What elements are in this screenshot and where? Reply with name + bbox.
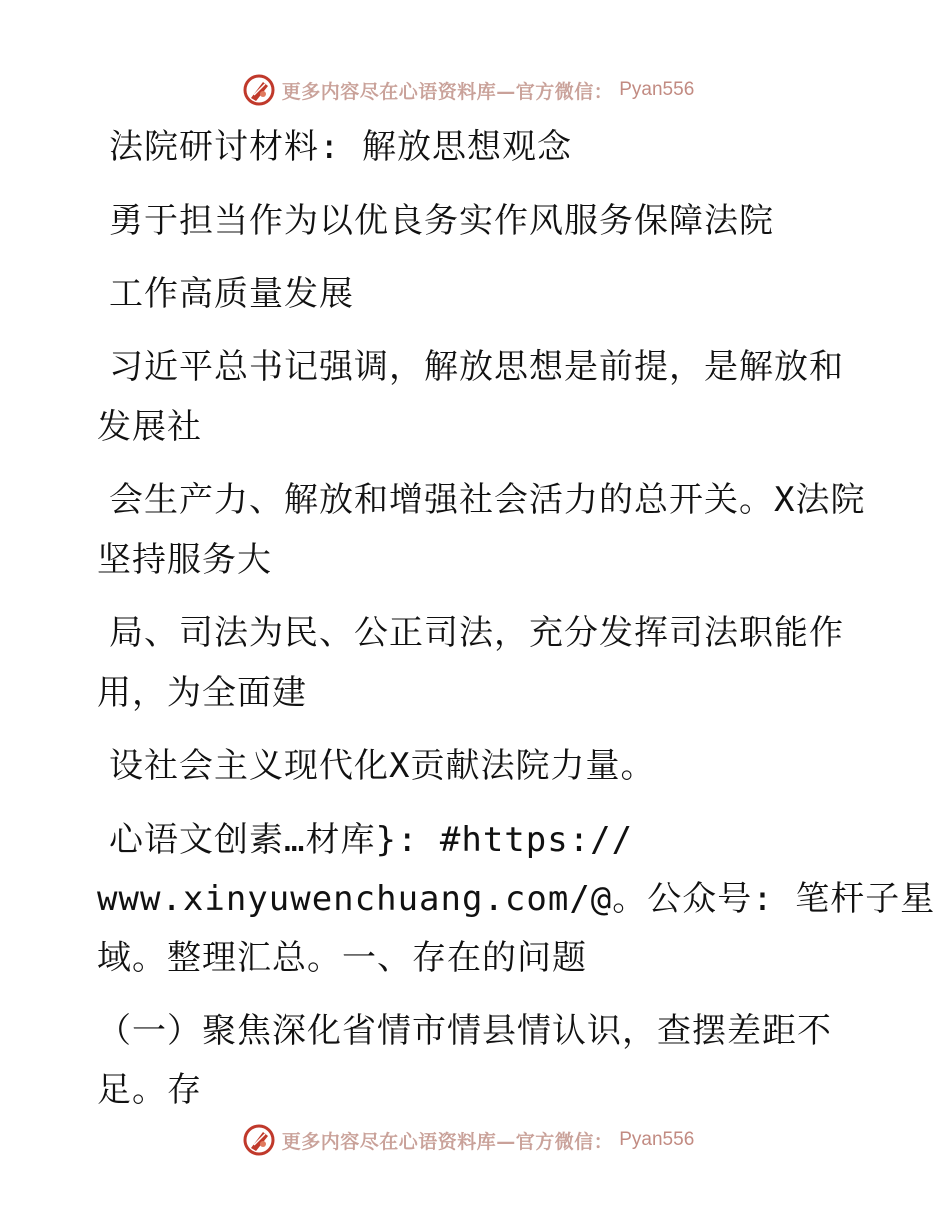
header-watermark	[0, 70, 950, 110]
body-line: 足。存	[97, 1070, 202, 1110]
watermark-wechat-id: Pyan556	[619, 79, 695, 100]
body-line: 习近平总书记强调，解放思想是前提，是解放和	[109, 347, 844, 387]
pen-nib-seal-icon	[242, 1123, 276, 1157]
pen-nib-seal-icon	[242, 73, 276, 107]
title-line-2: 勇于担当作为以优良务实作风服务保障法院	[109, 201, 774, 241]
footer-watermark	[0, 1120, 950, 1160]
body-line: 设社会主义现代化X贡献法院力量。	[109, 746, 656, 786]
body-line: 局、司法为民、公正司法，充分发挥司法职能作	[109, 613, 844, 653]
body-line: 发展社	[97, 407, 202, 447]
body-line: 会生产力、解放和增强社会活力的总开关。X法院	[109, 480, 866, 520]
watermark-text: 更多内容尽在心语资料库—官方微信：	[281, 80, 614, 103]
body-line: 用，为全面建	[97, 673, 307, 713]
watermark-text: 更多内容尽在心语资料库—官方微信：	[281, 1130, 614, 1153]
title-line-3: 工作高质量发展	[109, 274, 354, 314]
body-line: 域。整理汇总。一、存在的问题	[97, 938, 587, 978]
watermark-wechat-id: Pyan556	[619, 1129, 695, 1150]
body-line: 心语文创素…材库}: #https://	[109, 820, 634, 860]
body-line: 坚持服务大	[97, 540, 272, 580]
body-line: www.xinyuwenchuang.com/@。公众号: 笔杆子星	[97, 879, 936, 919]
body-line: （一）聚焦深化省情市情县情认识，查摆差距不	[97, 1011, 832, 1051]
title-line-1: 法院研讨材料: 解放思想观念	[109, 127, 572, 167]
